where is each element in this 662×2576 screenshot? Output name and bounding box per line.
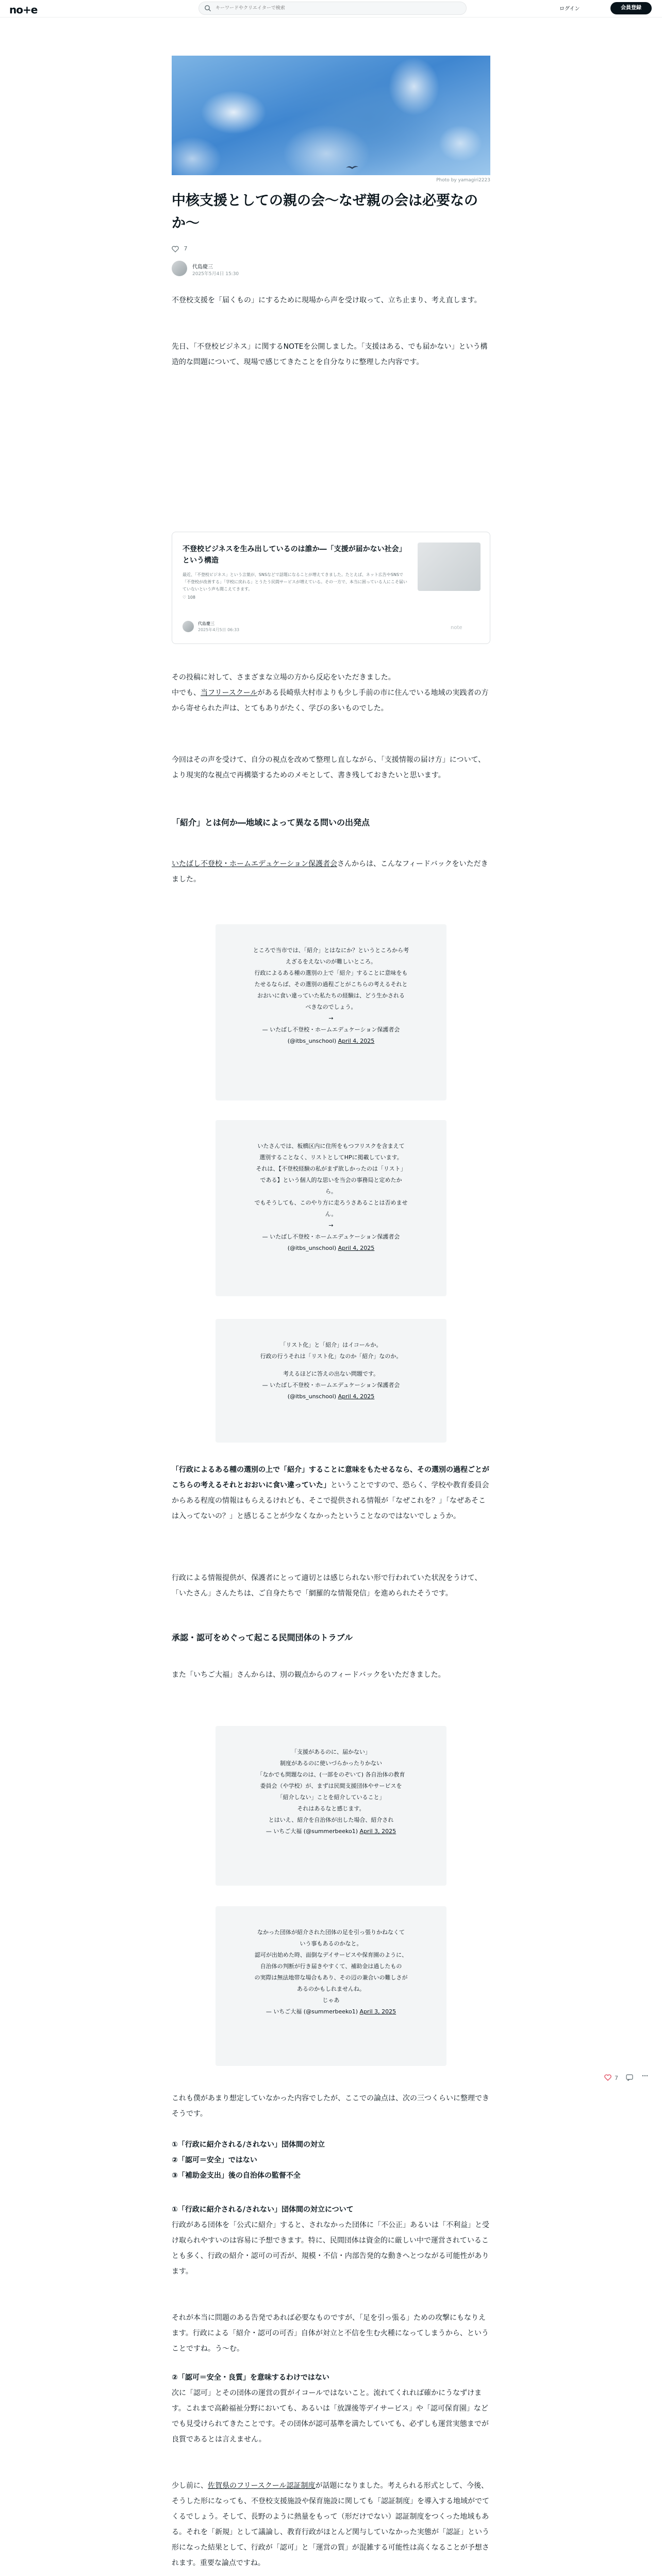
paragraph-1: 先日、「不登校ビジネス」に関するNOTEを公開しました。「支援はある、でも届かない」という構造的な問題について、現場で感じてきたことを自分なりに整理した内容です。	[172, 343, 488, 366]
hero-image	[172, 56, 490, 175]
like-count-row	[172, 245, 188, 253]
search-input[interactable]	[216, 2, 458, 14]
signup-button[interactable]: 会員登録	[610, 2, 652, 14]
embed-description: 最近、「不登校ビジネス」という言葉が、SNSなどで話題になることが増えてきました。たとえば、ネット広告やSNSで「不登校が改善する」「学校に戻れる」とうたう民間サービスが増えている。その一方で、本当に困っている人にこそ届いていないという声も聞こえてきます。	[183, 572, 407, 591]
post-date-link[interactable]: April 4, 2025	[338, 1393, 375, 1400]
embed-like-count: ♡ 108	[183, 595, 195, 600]
section-heading-introduction: 「紹介」とは何か―地域によって異なる問いの出発点	[172, 818, 370, 827]
paragraph-6: 行政による情報提供が、保護者にとって適切とは感じられない形で行われていた状況をうけて、「いたさん」さんたちは、ご自身たちで「網羅的な情報発信」を進められたそうです。	[172, 1574, 482, 1598]
paragraph-8: これも僕があまり想定していなかった内容でしたが、ここでの論点は、次の三つくらいに整理できそうです。	[172, 2094, 489, 2118]
paragraph-11: 次に「認可」とその団体の運営の質がイコールではないこと。流れてくれれば確かにうなずけます。これまで高齢福祉分野においても、あるいは「放課後等デイサービス」や「認可保育園」などでも見受けられてきたことです。その団体が認可基準を満たしていても、必ずしも運営実態までが良質であるとは言えません。	[172, 2389, 489, 2444]
embedded-post-4: 「支援があるのに、届かない」 制度があるのに使いづらかったりかない 「なかでも問題なのは、(一部をのぞいて) 各自治体の教育 委員会（や学校）が、まずは民間支援団体やサービスを 「紹介しない」ことを紹介していること」 それはあるなと感じます。 とはいえ、紹介を自治体が出した場合、紹介され — いちご大福 (@summerbeeko1) April 3, 2025	[216, 1726, 446, 1886]
post-date-link[interactable]: April 3, 2025	[359, 2008, 396, 2015]
paragraph-2a: その投稿に対して、さまざまな立場の方から反応をいただきました。	[172, 673, 395, 682]
section-heading-certification: 承認・認可をめぐって起こる民間団体のトラブル	[172, 1633, 353, 1642]
paragraph-3: 今回はその声を受けて、自分の視点を改めて整理し直しながら、「支援情報の届け方」について、より現実的な視点で再構築するためのメモとして、書き残しておきたいと思います。	[172, 756, 486, 779]
embed-note-logo: note	[451, 625, 462, 631]
search-icon	[204, 5, 211, 12]
author-avatar[interactable]	[172, 261, 187, 276]
paragraph-2b: 中でも、当フリースクールがある長崎県大村市よりも少し手前の市に住んでいる地域の実践者の方から寄せられた声は、とてもありがたく、学びの多いものでした。	[172, 689, 489, 713]
share-icon[interactable]	[641, 2074, 649, 2081]
embedded-article-card[interactable]	[172, 532, 490, 644]
paragraph-5: 「行政によるある種の選別の上で「紹介」することに意味をもたせるなら、その選別の過程ごとがこちらの考えるそれとおおいに食い違っていた」ということですので、恐らく、学校や教育委員会からある程度の情報はもらえるけれども、そこで提供される情報が「なぜこれを？」「なぜあそこは入ってないの？」と感じることが少なくなかったということなのではないでしょうか。	[172, 1466, 489, 1520]
heart-icon[interactable]	[604, 2074, 611, 2081]
free-school-link[interactable]: 当フリースクール	[201, 689, 258, 697]
list-item: ②「認可＝安全」ではない	[172, 2156, 257, 2164]
author-name[interactable]: 代島慶三	[192, 264, 213, 270]
embedded-post-5: なかった団体が紹介された団体の足を引っ張りかねなくて いう事もあるのかなと。 認可が出始めた時、面倒なデイサービスや保育園のように、 自治体の判断が行き届きやすくて、補助金は過したもの の実際は無法地帯な場合もあり、その辺の兼合いの難しさが あるのかもしれませんね。 じゃあ — いちご大福 (@summerbeeko1) April 3, 2025	[216, 1906, 446, 2066]
embed-title: 不登校ビジネスを生み出しているのは誰か―「支援が届かない社会」という構造	[183, 545, 406, 565]
embed-author-avatar	[183, 621, 194, 632]
paragraph-7: また「いちご大福」さんからは、別の観点からのフィードバックをいただきました。	[172, 1671, 445, 1679]
photo-credit: Photo by yamagiri2223	[436, 178, 490, 183]
note-logo[interactable]: no+e	[9, 4, 38, 16]
paragraph-10: それが本当に問題のある告発であれば必要なものですが、「足を引っ張る」ための攻撃にもなりえます。行政による「紹介・認可の可否」自体が対立と不信を生む火種になってしまうから、ということですね。う〜む。	[172, 2314, 489, 2353]
itabashi-link[interactable]: いたばし不登校・ホームエデュケーション保護者会	[172, 860, 338, 868]
top-navigation-bar	[0, 0, 662, 18]
post-date-link[interactable]: April 4, 2025	[338, 1245, 375, 1251]
embedded-post-1: ところで当市では、「紹介」とはなにか？というところから考 えざるをえないのが難しいところ。 行政によるある種の選別の上で「紹介」することに意味をも たせるならば、その選別の過程ごとがこちらの考えるそれと おおいに食い違っていた私たちの経験は、どう生かされる べきなのでしょう。 → — いたばし不登校・ホームエデュケーション保護者会 (@itbs_unschool) April 4, 2025	[216, 924, 446, 1100]
like-count: 7	[615, 2075, 618, 2081]
like-count: 7	[184, 245, 188, 252]
comment-icon[interactable]	[626, 2074, 633, 2081]
saga-certification-link[interactable]: 佐賀県のフリースクール認証制度	[208, 2482, 316, 2490]
list-item: ③「補助金支出」後の自治体の監督不全	[172, 2172, 301, 2180]
login-link[interactable]: ログイン	[559, 6, 580, 12]
list-item: ①「行政に紹介される/されない」団体間の対立	[172, 2141, 325, 2149]
embedded-post-2: いたさんでは、板橋区内に住所をもつフリスクを含まえて 選別することなく、リストとしてHPに掲載しています。 それは、【不登校経験の私がまず欲しかったのは「リスト」 である】という個人的な思いを当会の事務局と定めたか ら。 でもそうしても、このやり方に走ろうさあることは否めませ ん。 → — いたばし不登校・ホームエデュケーション保護者会 (@itbs_unschool) April 4, 2025	[216, 1120, 446, 1296]
search-box[interactable]	[198, 2, 467, 15]
author-info	[172, 261, 326, 278]
publish-date: 2025年5月4日 15:30	[192, 272, 239, 277]
post-date-link[interactable]: April 4, 2025	[338, 1038, 375, 1044]
subheading-point-2: ②「認可＝安全・良質」を意味するわけではない	[172, 2374, 329, 2382]
embed-date: 2025年4月5日 06:33	[198, 628, 240, 632]
subheading-point-1: ①「行政に紹介される/されない」団体間の対立について	[172, 2206, 354, 2214]
post-date-link[interactable]: April 3, 2025	[359, 1828, 396, 1835]
embed-thumbnail	[418, 543, 481, 591]
article-title: 中核支援としての親の会〜なぜ親の会は必要なのか〜	[172, 193, 478, 231]
paragraph-intro: 不登校支援を「届くもの」にするために現場から声を受け取って、立ち止まり、考え直します。	[172, 296, 482, 304]
paragraph-4: いたばし不登校・ホームエデュケーション保護者会さんからは、こんなフィードバックをいただきました。	[172, 860, 488, 884]
paragraph-12: 少し前に、佐賀県のフリースクール認証制度が話題になりました。考えられる形式として、今後、そうした形になっても、不登校支援施設や保育施設に関しても「認証制度」を導入する地域がでてくるでしょう。そして、長野のように熱量をもって（形だけでない）認証制度をつくった地域もある。それを「新規」として議論し、教育行政がほとんど関与していなかった実態が「認証」という形になった結果として、行政が「認可」と「運営の質」が混雑する可能性は高くなることが予想されます。重要な論点ですね。	[172, 2482, 489, 2567]
embed-author-name: 代島慶三	[198, 621, 214, 626]
embedded-post-3: 「リスト化」と「紹介」はイコールか。 行政の行うそれは「リスト化」なのか「紹介」なのか。 考えるほどに答えの出ない問題です。 — いたばし不登校・ホームエデュケーション保護者会 (@itbs_unschool) April 4, 2025	[216, 1319, 446, 1443]
bird-silhouette	[346, 165, 358, 170]
paragraph-9: 行政がある団体を「公式に紹介」すると、されなかった団体に「不公正」あるいは「不利益」と受け取られやすいのは容易に予想できます。特に、民間団体は資金的に厳しい中で運営されていることも多く、行政の紹介・認可の可否が、規模・不信・内部告発的な動きへとつながる可能性があります。	[172, 2221, 489, 2276]
heart-icon[interactable]	[172, 246, 179, 252]
